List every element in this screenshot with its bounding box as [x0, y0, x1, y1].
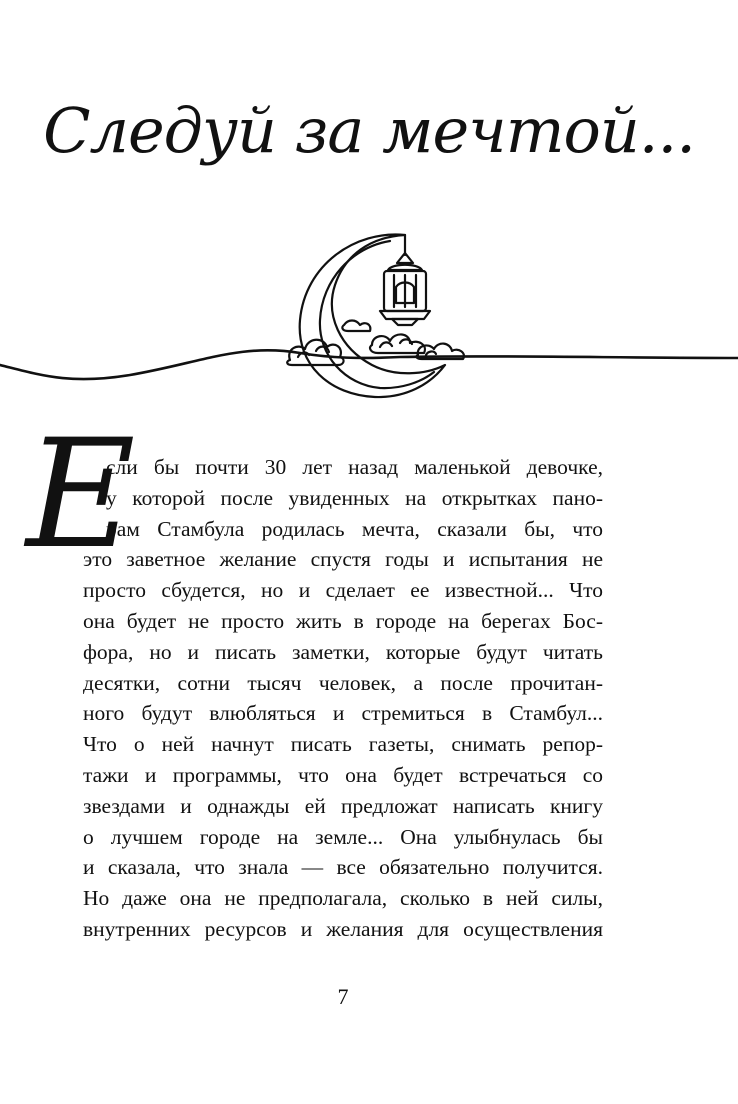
- text-line: о лучшем городе на земле... Она улыбнулась бы: [83, 824, 603, 849]
- crescent-moon-lantern-illustration: [0, 225, 738, 400]
- body-paragraph-indented: [106, 452, 603, 544]
- lantern-top: [397, 253, 413, 263]
- crescent-outer: [300, 235, 445, 398]
- text-line: Но даже она не предполагала, сколько в ней силы,: [83, 886, 603, 911]
- body-paragraph: [83, 544, 603, 944]
- text-line: сли бы почти 30 лет назад маленькой девочке,: [106, 455, 603, 479]
- horizon-line: [0, 350, 738, 379]
- page-number: 7: [337, 984, 349, 1009]
- text-line: фора, но и писать заметки, которые будут читать: [83, 639, 603, 664]
- text-line: и сказала, что знала — все обязательно получится.: [83, 855, 603, 880]
- text-line: тажи и программы, что она будет встречаться со: [83, 762, 603, 787]
- text-line: она будет не просто жить в городе на берегах Бос-: [83, 608, 603, 633]
- drop-cap: Е: [26, 408, 136, 582]
- text-line: десятки, сотни тысяч человек, а после прочитан-: [83, 670, 603, 695]
- text-line: это заветное желание спустя годы и испытания не: [83, 547, 603, 572]
- text-line: Что о ней начнут писать газеты, снимать репор-: [83, 732, 603, 757]
- chapter-title: Следуй за мечтой...: [43, 94, 695, 167]
- text-line: звездами и однажды ей предложат написать книгу: [83, 793, 603, 818]
- text-line: внутренних ресурсов и желания для осуществления: [83, 916, 603, 941]
- text-line: рам Стамбула родилась мечта, сказали бы, что: [106, 516, 603, 541]
- text-line: просто сбудется, но и сделает ее известной... Что: [83, 578, 603, 603]
- cloud-right: [370, 334, 425, 353]
- text-line: ного будут влюбляться и стремиться в Стамбул...: [83, 701, 603, 726]
- text-line: у которой после увиденных на открытках пано-: [106, 485, 603, 510]
